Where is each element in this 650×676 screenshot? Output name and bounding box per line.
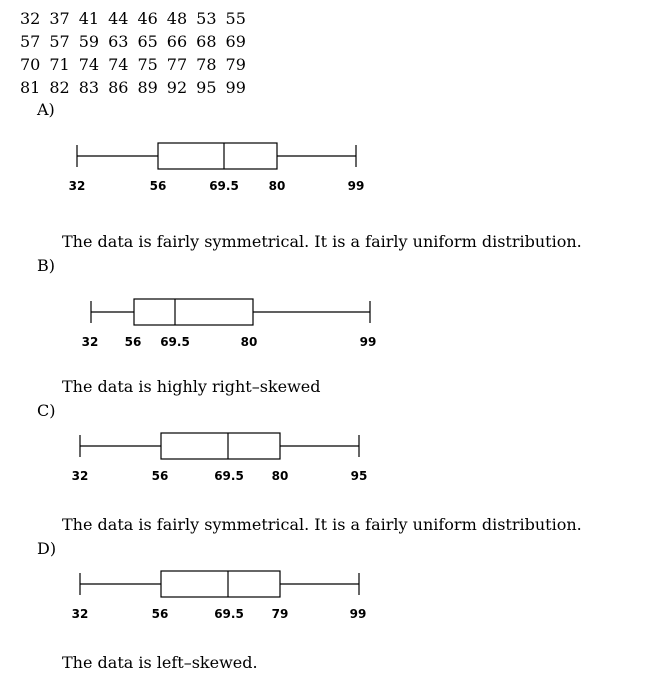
data-value: 55 [225, 9, 246, 28]
data-value: 59 [78, 32, 100, 51]
data-row [20, 30, 255, 53]
option-d-description: The data is left–skewed. [62, 653, 258, 672]
data-value: 44 [108, 9, 129, 28]
data-value: 75 [137, 55, 158, 74]
tick-label: 99 [349, 607, 367, 621]
option-a-description: The data is fairly symmetrical. It is a fairly uniform distribution. [62, 232, 582, 251]
tick-label: 32 [81, 335, 99, 349]
data-value: 37 [49, 9, 70, 28]
tick-label: 56 [149, 179, 167, 193]
option-c-boxplot [0, 430, 650, 486]
tick-label: 69.5 [160, 335, 190, 349]
data-value: 57 [20, 32, 41, 51]
data-value: 41 [78, 9, 100, 28]
data-value: 82 [49, 78, 70, 97]
data-value: 92 [166, 78, 188, 97]
data-value: 78 [196, 55, 217, 74]
data-value: 53 [196, 9, 217, 28]
data-value: 83 [78, 78, 100, 97]
data-value: 66 [166, 32, 188, 51]
tick-label: 69.5 [209, 179, 239, 193]
option-b-boxplot [0, 296, 650, 352]
data-row [20, 76, 255, 99]
tick-label: 32 [71, 607, 89, 621]
tick-label: 56 [124, 335, 142, 349]
data-value: 57 [49, 32, 70, 51]
option-a-boxplot [0, 140, 650, 196]
tick-label: 56 [151, 469, 169, 483]
iqr-box [158, 143, 277, 169]
tick-label: 56 [151, 607, 169, 621]
data-value: 89 [137, 78, 158, 97]
data-value: 71 [49, 55, 70, 74]
tick-label: 32 [68, 179, 86, 193]
data-value: 63 [108, 32, 129, 51]
data-value: 95 [196, 78, 217, 97]
option-b-description: The data is highly right–skewed [62, 377, 321, 396]
data-value: 81 [20, 78, 41, 97]
option-c-label: C) [37, 401, 56, 420]
data-value: 48 [166, 9, 188, 28]
tick-label: 99 [347, 179, 365, 193]
option-b-label: B) [37, 256, 55, 275]
data-value: 65 [137, 32, 158, 51]
option-a-label: A) [37, 100, 55, 119]
tick-label: 80 [240, 335, 258, 349]
data-value: 46 [137, 9, 158, 28]
data-value: 79 [225, 55, 246, 74]
data-value: 86 [108, 78, 129, 97]
tick-label: 69.5 [214, 607, 244, 621]
iqr-box [161, 433, 280, 459]
data-value: 69 [225, 32, 246, 51]
tick-label: 95 [350, 469, 368, 483]
data-value: 74 [108, 55, 129, 74]
data-value: 32 [20, 9, 41, 28]
iqr-box [161, 571, 280, 597]
option-d-label: D) [37, 539, 57, 558]
data-row [20, 7, 255, 30]
data-table [20, 7, 255, 99]
data-row [20, 53, 255, 76]
data-value: 99 [225, 78, 246, 97]
tick-label: 80 [271, 469, 289, 483]
iqr-box [134, 299, 253, 325]
data-value: 68 [196, 32, 217, 51]
tick-label: 79 [271, 607, 289, 621]
tick-label: 32 [71, 469, 89, 483]
data-value: 74 [78, 55, 100, 74]
option-d-boxplot [0, 568, 650, 624]
data-value: 70 [20, 55, 41, 74]
data-value: 77 [166, 55, 188, 74]
tick-label: 80 [268, 179, 286, 193]
option-c-description: The data is fairly symmetrical. It is a fairly uniform distribution. [62, 515, 582, 534]
tick-label: 69.5 [214, 469, 244, 483]
tick-label: 99 [359, 335, 377, 349]
